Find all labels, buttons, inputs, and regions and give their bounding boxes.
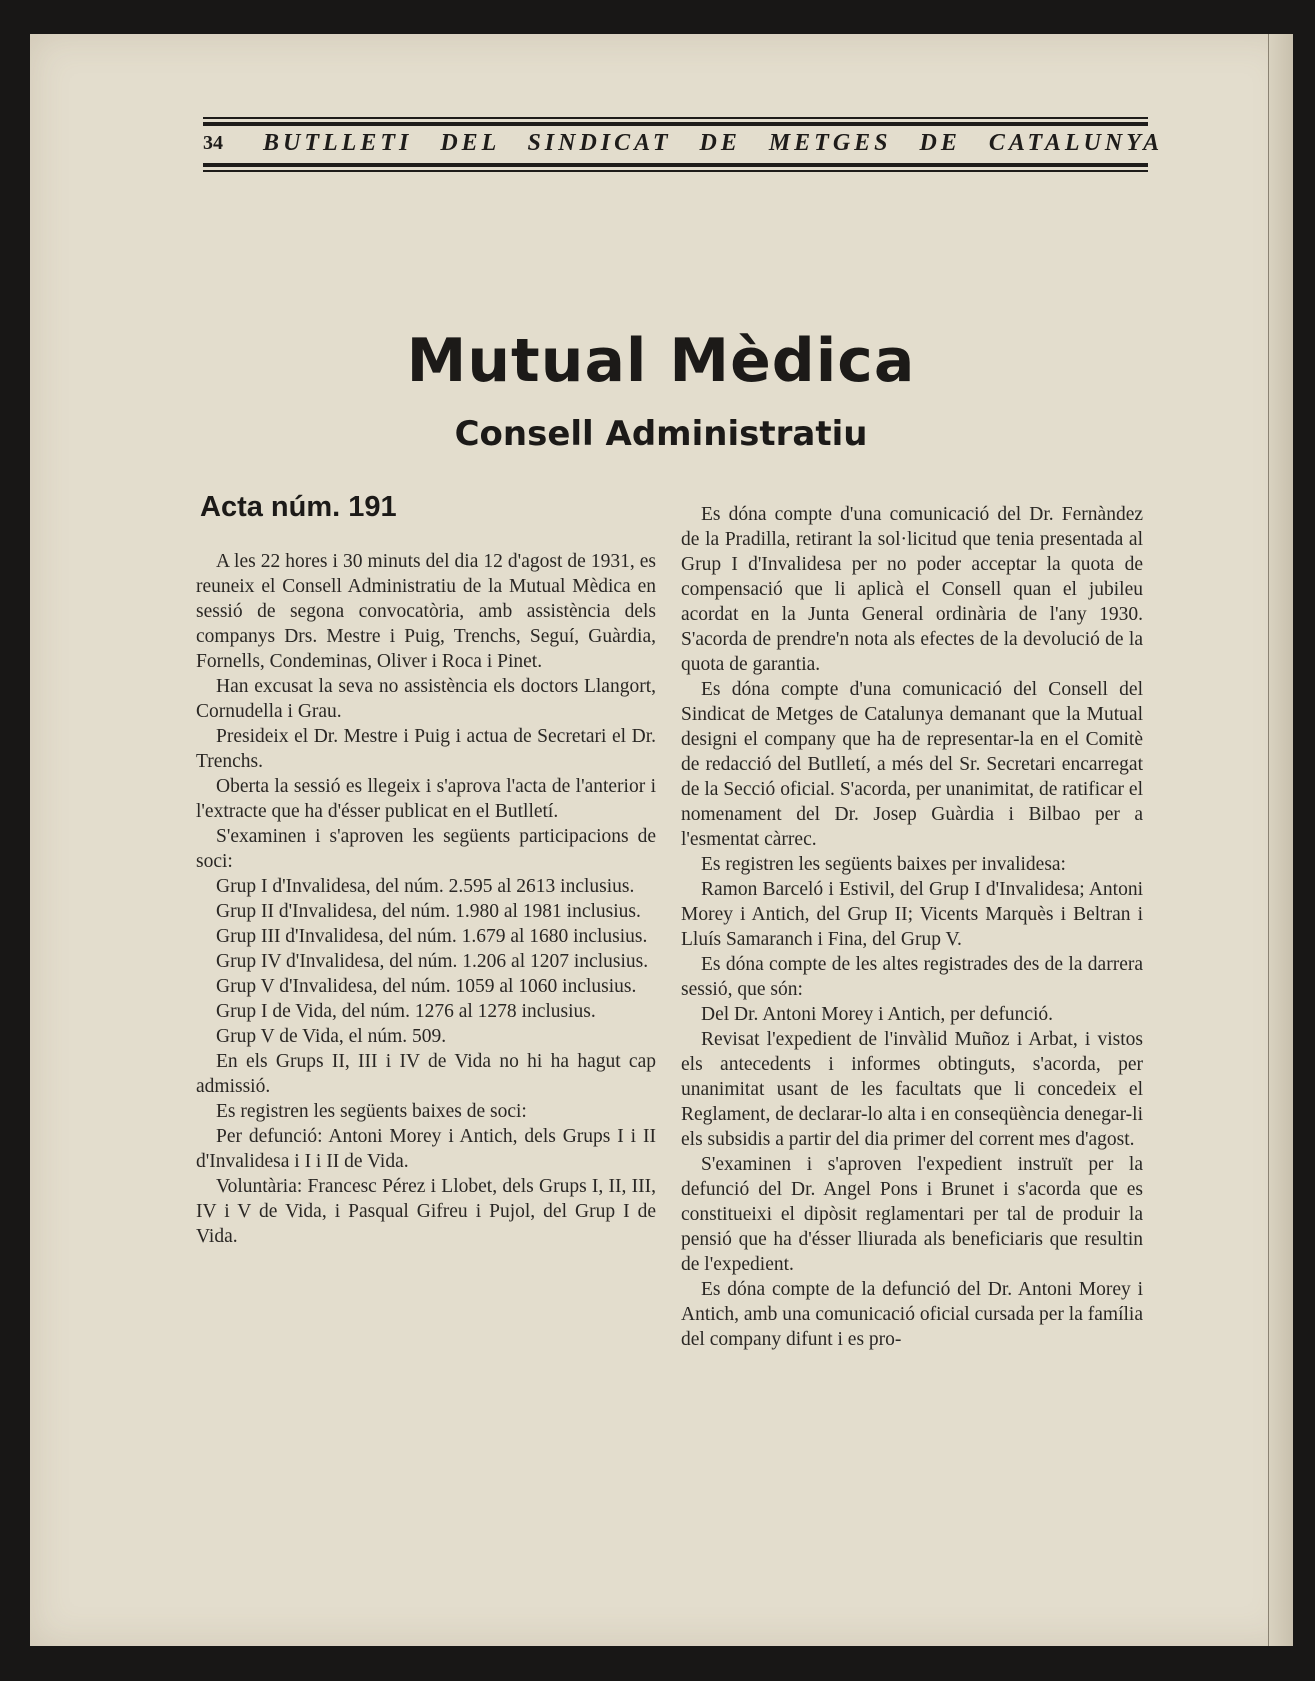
article-title: Mutual Mèdica	[406, 326, 916, 396]
paragraph: Oberta la sessió es llegeix i s'aprova l'acta de l'anterior i l'extracte que ha d'ésser publicat en el Butlletí.	[196, 776, 656, 822]
paragraph: Es dóna compte de les altes registrades des de la darrera sessió, que són:	[681, 954, 1143, 1000]
paragraph: S'examinen i s'aproven l'expedient instruït per la defunció del Dr. Angel Pons i Brunet i s'acorda que es constitueixi el dipòsit reglamentari per tal de produir la pensió que ha d'ésser lliurada als beneficiaris que resultin de l'expedient.	[681, 1154, 1143, 1275]
header-rule-top-thick	[203, 122, 1148, 126]
paragraph: S'examinen i s'aproven les següents participacions de soci:	[196, 826, 656, 872]
section-heading: Acta núm. 191	[200, 491, 397, 523]
paragraph: Han excusat la seva no assistència els doctors Llangort, Cornudella i Grau.	[196, 676, 656, 722]
paragraph: A les 22 hores i 30 minuts del dia 12 d'agost de 1931, es reuneix el Consell Administratiu de la Mutual Mèdica en sessió de segona convocatòria, amb assistència dels companys Drs. Mestre i Puig, Trenchs, Seguí, Guàrdia, Fornells, Condeminas, Oliver i Roca i Pinet.	[196, 551, 656, 672]
page-number: 34	[203, 132, 223, 154]
article-subtitle: Consell Administratiu	[454, 414, 868, 454]
paragraph: Es dóna compte d'una comunicació del Dr. Fernàndez de la Pradilla, retirant la sol·licitud que tenia presentada al Grup I d'Invalidesa per no poder acceptar la quota de compensació que li aplicà el Consell quan el jubileu acordat en la Junta General ordinària de l'any 1930. S'acorda de prendre'n nota als efectes de la devolució de la quota de garantia.	[681, 504, 1143, 675]
header-rule-bottom-thick	[203, 163, 1148, 167]
paragraph: Grup II d'Invalidesa, del núm. 1.980 al 1981 inclusius.	[216, 901, 641, 922]
header-rule-top-thin	[203, 117, 1148, 119]
paragraph: Voluntària: Francesc Pérez i Llobet, dels Grups I, II, III, IV i V de Vida, i Pasqual Gifreu i Pujol, del Grup I de Vida.	[196, 1176, 656, 1247]
header-row	[203, 130, 1164, 160]
paragraph: Per defunció: Antoni Morey i Antich, dels Grups I i II d'Invalidesa i I i II de Vida.	[196, 1126, 656, 1172]
paragraph: Revisat l'expedient de l'invàlid Muñoz i Arbat, i vistos els antecedents i informes obtinguts, s'acorda, per unanimitat usant de les facultats que li concedeix el Reglament, de declarar-lo alta i en conseqüència denegar-li els subsidis a partir del dia primer del corrent mes d'agost.	[681, 1029, 1143, 1150]
paragraph: Grup IV d'Invalidesa, del núm. 1.206 al 1207 inclusius.	[216, 951, 649, 972]
paragraph: Grup V de Vida, el núm. 509.	[216, 1026, 447, 1047]
header-rule-bottom-thin	[203, 170, 1148, 172]
paragraph: Grup V d'Invalidesa, del núm. 1059 al 1060 inclusius.	[216, 976, 637, 997]
paragraph: Es registren les següents baixes de soci:	[216, 1101, 527, 1122]
paragraph: Es dóna compte d'una comunicació del Consell del Sindicat de Metges de Catalunya demanant que la Mutual designi el company que ha de representar-la en el Comitè de redacció del Butlletí, a més del Sr. Secretari encarregat de la Secció oficial. S'acorda, per unanimitat, de ratificar el nomenament del Dr. Josep Guàrdia i Bilbao per a l'esmentat càrrec.	[681, 679, 1143, 850]
left-column	[196, 549, 656, 1249]
paragraph: En els Grups II, III i IV de Vida no hi ha hagut cap admissió.	[196, 1051, 656, 1097]
page-edge	[1268, 34, 1293, 1646]
paragraph: Es dóna compte de la defunció del Dr. Antoni Morey i Antich, amb una comunicació oficial cursada per la família del company difunt i es pro-	[681, 1279, 1143, 1350]
paragraph: Grup III d'Invalidesa, del núm. 1.679 al 1680 inclusius.	[216, 926, 648, 947]
paragraph: Ramon Barceló i Estivil, del Grup I d'Invalidesa; Antoni Morey i Antich, del Grup II; Vicents Marquès i Beltran i Lluís Samaranch i Fina, del Grup V.	[681, 879, 1143, 950]
paragraph: Grup I d'Invalidesa, del núm. 2.595 al 2613 inclusius.	[216, 876, 635, 897]
paragraph: Presideix el Dr. Mestre i Puig i actua de Secretari el Dr. Trenchs.	[196, 726, 656, 772]
running-header	[203, 117, 1164, 177]
running-title: BUTLLETI DEL SINDICAT DE METGES DE CATALUNYA	[263, 130, 1164, 156]
right-column	[681, 502, 1143, 1352]
paragraph: Del Dr. Antoni Morey i Antich, per defunció.	[701, 1004, 1054, 1025]
paragraph: Grup I de Vida, del núm. 1276 al 1278 inclusius.	[216, 1001, 596, 1022]
paragraph: Es registren les següents baixes per invalidesa:	[701, 854, 1066, 875]
